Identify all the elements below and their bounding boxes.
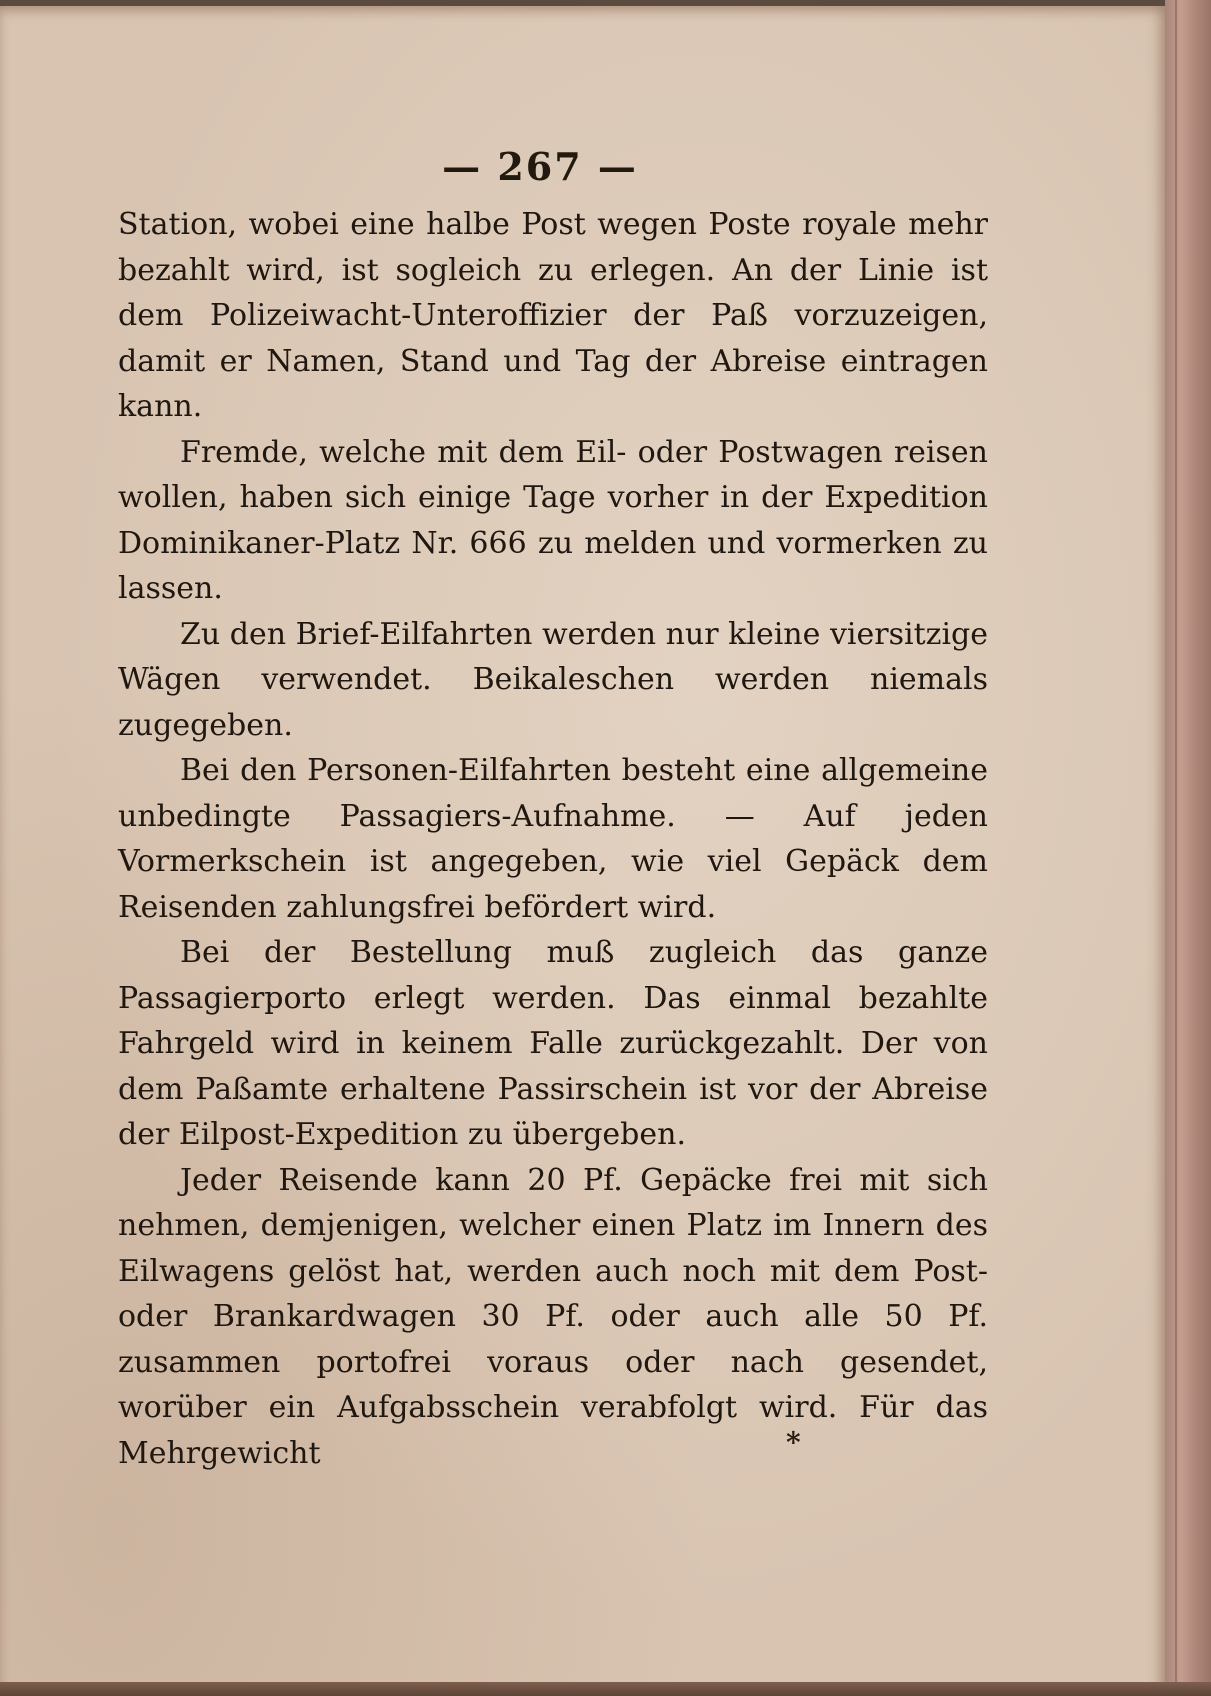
paragraph-1: Station, wobei eine halbe Post wegen Poste royale mehr bezahlt wird, ist sogleich zu erlegen. An der Linie ist dem Polizeiwacht-Unteroffizier der Paß vorzuzeigen, damit er Namen, Stand und Tag der Abreise eintragen kann. — [118, 207, 988, 424]
body-text — [118, 202, 988, 1476]
paragraph-4: Bei den Personen-Eilfahrten besteht eine allgemeine unbedingte Passagiers-Aufnahme. — Auf jeden Vormerkschein ist angegeben, wie viel Gepäck dem Reisenden zahlungsfrei befördert wird. — [118, 753, 988, 925]
paragraph-2: Fremde, welche mit dem Eil- oder Postwagen reisen wollen, haben sich einige Tage vorher in der Expedition Dominikaner-Platz Nr. 666 zu melden und vormerken zu lassen. — [118, 434, 988, 606]
book-page — [0, 6, 1165, 1696]
paragraph-3: Zu den Brief-Eilfahrten werden nur kleine viersitzige Wägen verwendet. Beikaleschen werden niemals zugegeben. — [118, 616, 988, 743]
page-bottom-edge — [0, 1682, 1211, 1696]
page-number-header: — 267 — — [442, 144, 638, 189]
paragraph-5: Bei der Bestellung muß zugleich das ganze Passagierporto erlegt werden. Das einmal bezahlte Fahrgeld wird in keinem Falle zurückgezahlt. Der von dem Paßamte erhaltene Passirschein ist vor der Abreise der Eilpost-Expedition zu übergeben. — [118, 935, 988, 1152]
signature-mark: * — [786, 1426, 801, 1459]
paragraph-6: Jeder Reisende kann 20 Pf. Gepäcke frei mit sich nehmen, demjenigen, welcher einen Platz im Innern des Eilwagens gelöst hat, werden auch noch mit dem Post- oder Brankardwagen 30 Pf. oder auch alle 50 Pf. zusammen portofrei voraus oder nach gesendet, worüber ein Aufgabsschein verabfolgt wird. Für das Mehrgewicht — [118, 1162, 988, 1471]
page-fore-edge — [1165, 0, 1211, 1696]
